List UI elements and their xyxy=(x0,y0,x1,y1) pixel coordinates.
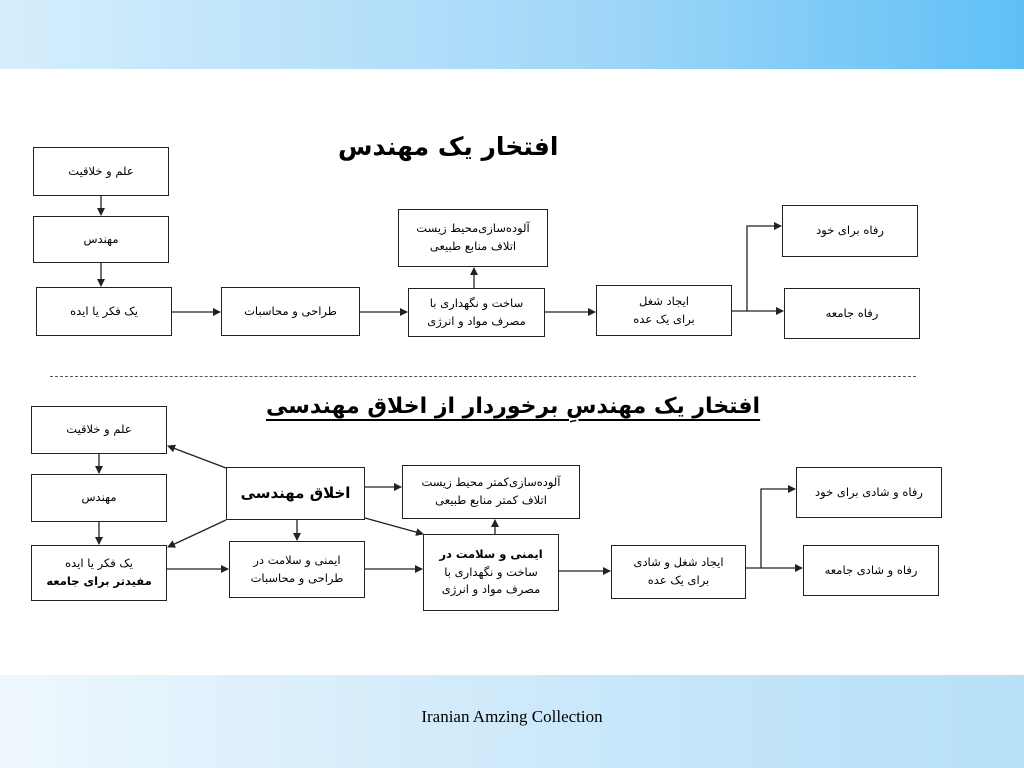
arrow-bottom-ethics-build xyxy=(365,518,423,534)
bottom-design-line2: طراحی و محاسبات xyxy=(250,570,344,585)
arrow-bottom-jobs-self xyxy=(746,489,795,568)
bottom-ethics-text: اخلاق مهندسی xyxy=(240,483,351,502)
bottom-self-text: رفاه و شادی برای خود xyxy=(815,484,923,499)
bottom-idea-line2: مفیدتر برای جامعه xyxy=(46,574,152,588)
top-science-text: علم و خلاقیت xyxy=(68,163,134,178)
bottom-science-text: علم و خلاقیت xyxy=(66,422,132,437)
bottom-title: افتخار یک مهندسِ برخوردار از اخلاق مهندسی xyxy=(266,394,761,419)
top-society-text: رفاه جامعه xyxy=(825,305,879,320)
top-idea-text: یک فکر یا ایده xyxy=(70,303,138,318)
top-design-text: طراحی و محاسبات xyxy=(244,303,337,318)
bottom-build-line3: مصرف مواد و انرژی xyxy=(441,582,541,597)
top-build-line2: مصرف مواد و انرژی xyxy=(427,313,526,328)
bottom-pollution-line2: اتلاف کمتر منابع طبیعی xyxy=(435,493,547,507)
bottom-build-line2: ساخت و نگهداری با xyxy=(444,564,538,579)
arrow-top-jobs-self xyxy=(732,226,781,311)
bottom-jobs-line1: ایجاد شغل و شادی xyxy=(633,555,724,570)
bottom-society-text: رفاه و شادی جامعه xyxy=(824,562,918,577)
bottom-jobs-line2: برای یک عده xyxy=(647,573,710,587)
bottom-design-line1: ایمنی و سلامت در xyxy=(253,552,341,567)
top-title: افتخار یک مهندس xyxy=(338,132,559,161)
top-self-text: رفاه برای خود xyxy=(816,223,884,238)
top-pollution-line2: اتلاف منابع طبیعی xyxy=(429,239,517,253)
bottom-build-line1: ایمنی و سلامت در xyxy=(439,546,543,561)
top-build-line1: ساخت و نگهداری با xyxy=(429,295,524,310)
top-jobs-line1: ایجاد شغل xyxy=(639,293,689,308)
footer-caption: Iranian Amzing Collection xyxy=(421,707,603,726)
arrow-bottom-ethics-idea xyxy=(168,520,226,547)
top-engineer-text: مهندس xyxy=(83,231,119,246)
top-jobs-line2: برای یک عده xyxy=(633,311,695,326)
bottom-engineer-text: مهندس xyxy=(81,490,117,505)
bottom-pollution-line1: آلوده‌سازی‌کمتر محیط زیست xyxy=(421,475,561,490)
arrow-bottom-ethics-science xyxy=(168,446,226,468)
bottom-idea-line1: یک فکر یا ایده xyxy=(65,556,133,571)
top-pollution-line1: آلوده‌سازی‌محیط زیست xyxy=(416,221,530,236)
